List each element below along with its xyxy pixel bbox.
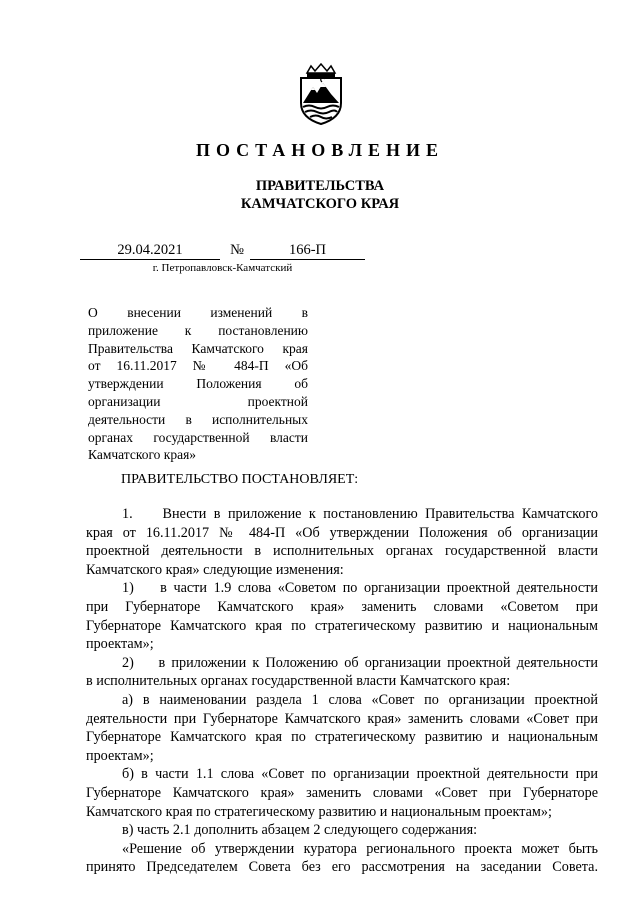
document-date: 29.04.2021 [80,241,220,260]
issuing-authority [0,177,640,213]
body-line: Камчатского края по стратегическому развитию и национальным проектам»; [86,803,552,820]
body-line: Губернаторе Камчатского края» заменить словами «Совет при Губернаторе [86,784,598,801]
body-line: в) часть 2.1 дополнить абзацем 2 следующего содержания: [122,822,478,839]
body-line: а) в наименовании раздела 1 слова «Совет по организации проектной [122,691,598,708]
document-number: 166-П [250,241,365,260]
document-type-title: ПОСТАНОВЛЕНИЕ [195,140,445,160]
document-body [86,505,598,877]
body-line: проектам»; [86,747,154,764]
body-line: при Губернаторе Камчатского края» заменить словами «Советом при [86,598,598,615]
body-line: проектной деятельности в исполнительных органах государственной власти [86,543,598,560]
body-line: проектам»; [86,636,154,653]
subject-line: Камчатского края» [88,447,197,463]
body-line: Губернаторе Камчатского края по стратегическому развитию и национальным [86,729,598,746]
subject-line: приложение к постановлению [88,322,308,338]
subject-line: О внесении изменений в [88,305,308,320]
body-line: 2) в приложении к Положению об организации проектной деятельности [122,654,598,671]
body-line: 1) в части 1.9 слова «Советом по организации проектной деятельности [122,580,598,597]
subject-line: утверждении Положения об [88,376,308,392]
body-line: деятельности при Губернаторе Камчатского края» заменить словами «Совет при [86,710,598,727]
body-line: принято Председателем Совета без его рассмотрения на заседании Совета. [86,859,598,876]
body-line: 1. Внести в приложение к постановлению Правительства Камчатского [122,506,598,522]
issue-city: г. Петропавловск-Камчатский [152,262,293,274]
body-line: Камчатского края» следующие изменения: [86,561,344,578]
subject-line: органах государственной власти [88,429,308,445]
issuing-authority-line: КАМЧАТСКОГО КРАЯ [240,196,400,212]
kamchatka-coat-of-arms-icon [297,63,345,126]
decree-heading: ПРАВИТЕЛЬСТВО ПОСТАНОВЛЯЕТ: [121,472,359,487]
document-subject [88,304,308,464]
body-line: в исполнительных органах государственной власти Камчатского края: [86,673,511,690]
body-line: Губернаторе Камчатского края по стратегическому развитию и национальным [86,617,598,634]
issuing-authority-line: ПРАВИТЕЛЬСТВА [255,178,385,194]
subject-line: организации проектной [88,393,308,409]
number-sign: № [230,242,244,258]
subject-line: Правительства Камчатского края [88,340,308,356]
body-line: б) в части 1.1 слова «Совет по организации проектной деятельности при [122,766,598,783]
subject-line: от 16.11.2017 № 484-П «Об [88,358,308,374]
body-line: «Решение об утверждении куратора регионального проекта может быть [122,840,598,857]
body-line: края от 16.11.2017 № 484-П «Об утверждении Положения об организации [86,524,598,541]
subject-line: деятельности в исполнительных [88,411,308,427]
